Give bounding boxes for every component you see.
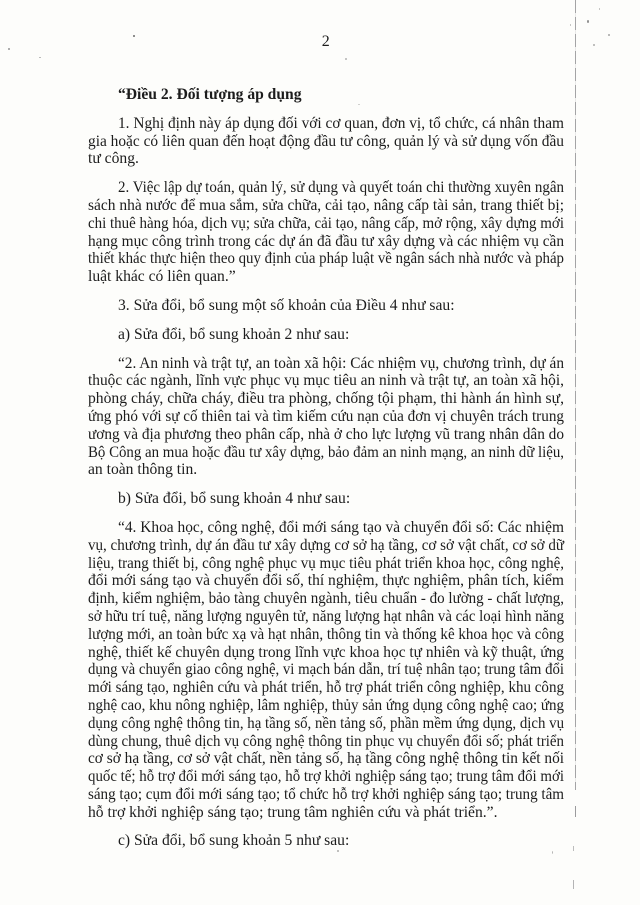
scan-tick-artifact bbox=[573, 880, 574, 889]
page-number: 2 bbox=[321, 33, 331, 50]
text-line: “4. Khoa học, công nghệ, đổi mới sáng tạo và chuyển đổi số: Các nhiệm bbox=[118, 518, 564, 536]
clause-3 bbox=[88, 297, 564, 315]
scan-speckle bbox=[570, 24, 571, 26]
text-line: tư công. bbox=[88, 150, 139, 168]
scan-speckle bbox=[8, 48, 10, 50]
text-line: ứng phó với sự cố thiên tai và tìm kiếm cứu nạn của đơn vị chuyên trách trung bbox=[88, 407, 564, 425]
text-line: phòng cháy, chữa cháy, điều tra phòng, chống tội phạm, thi hành án hình sự, bbox=[88, 390, 564, 408]
scan-speckle bbox=[133, 35, 135, 37]
scan-tick-artifact bbox=[575, 806, 576, 817]
text-line: luật khác có liên quan.” bbox=[88, 268, 236, 286]
clause-1 bbox=[88, 115, 564, 168]
scan-speckle bbox=[39, 57, 41, 58]
text-line: 1. Nghị định này áp dụng đối với cơ quan, đơn vị, tổ chức, cá nhân tham bbox=[118, 114, 564, 132]
text-line: định, kiểm nghiệm, bảo tàng chuyên ngành, tiêu chuẩn - đo lường - chất lượng, bbox=[88, 590, 564, 608]
text-line: dụng và chuyển giao công nghệ, vi mạch bán dẫn, trí tuệ nhân tạo; trung tâm đổi bbox=[88, 661, 564, 679]
text-line: hạng mục công trình trong các dự án đã đầu tư xây dựng và các nhiệm vụ cần bbox=[88, 232, 564, 250]
scan-speckle bbox=[345, 58, 347, 60]
scan-speckle bbox=[593, 44, 595, 46]
text-line: nghệ, thiết kế chuyên dụng trong lĩnh vực khoa học tự nhiên và kỹ thuật, ứng bbox=[88, 643, 564, 661]
text-line: thuộc các ngành, lĩnh vực phục vụ mục tiêu an ninh và trật tự, an toàn xã hội, bbox=[88, 372, 564, 390]
text-line: ương và địa phương theo phân cấp, nhà ở cho lực lượng vũ trang nhân dân do bbox=[88, 425, 564, 443]
scan-speckle bbox=[587, 20, 589, 23]
text-line: sở hữu trí tuệ, năng lượng nguyên tử, năng lượng hạt nhân và các loại hình năng bbox=[88, 607, 564, 625]
text-line: dùng chung, thuê dịch vụ công nghệ thông tin phục vụ chuyển đổi số; phát triển bbox=[88, 732, 564, 750]
point-a bbox=[88, 326, 564, 344]
text-line: c) Sửa đổi, bổ sung khoản 5 như sau: bbox=[118, 832, 350, 850]
scan-speckle bbox=[599, 8, 600, 10]
scan-speckle bbox=[608, 34, 610, 36]
text-line: nghệ cao, khu nông nghiệp, lâm nghiệp, thủy sản ứng dụng công nghệ cao; ứng bbox=[88, 696, 564, 714]
scan-tick-artifact bbox=[573, 846, 574, 851]
text-line: đổi mới sáng tạo và chuyển đổi số, thí nghiệm, thực nghiệm, phân tích, kiểm bbox=[88, 572, 564, 590]
text-line: 3. Sửa đổi, bổ sung một số khoản của Điều 4 như sau: bbox=[118, 296, 455, 314]
text-line: thiết khác thực hiện theo quy định của pháp luật về ngân sách nhà nước và pháp bbox=[88, 250, 564, 268]
text-line: sách nhà nước để mua sắm, sửa chữa, cải tạo, nâng cấp tài sản, trang thiết bị; bbox=[88, 196, 564, 214]
text-line: an toàn thông tin. bbox=[88, 461, 198, 479]
quoted-khoan-4 bbox=[88, 519, 564, 822]
scan-speckle bbox=[337, 850, 339, 852]
text-line: chi thuê hàng hóa, dịch vụ; sửa chữa, cải tạo, nâng cấp, mở rộng, xây dựng mới bbox=[88, 214, 564, 232]
quoted-khoan-2 bbox=[88, 355, 564, 480]
scan-line-artifact bbox=[575, 0, 576, 790]
text-line: sáng tạo; cụm đổi mới sáng tạo; tổ chức hỗ trợ khởi nghiệp sáng tạo; trung tâm bbox=[88, 785, 564, 803]
text-line: “Điều 2. Đối tượng áp dụng bbox=[118, 86, 302, 103]
text-line: cơ sở hạ tầng, cơ sở vật chất, nền tảng số, hạ tầng công nghệ thông tin kết nối bbox=[88, 750, 564, 768]
text-line: Bộ Công an mua hoặc đầu tư xây dựng, bảo đảm an ninh mạng, an ninh dữ liệu, bbox=[88, 443, 564, 461]
scan-speckle bbox=[358, 104, 360, 105]
text-line: mới sáng tạo, nghiên cứu và phát triển, hỗ trợ phát triển công nghiệp, khu công bbox=[88, 679, 564, 697]
text-line: lượng mới, an toàn bức xạ và hạt nhân, thông tin và thống kê khoa học và công bbox=[88, 625, 564, 643]
text-line: a) Sửa đổi, bổ sung khoản 2 như sau: bbox=[118, 325, 350, 343]
text-line: “2. An ninh và trật tự, an toàn xã hội: Các nhiệm vụ, chương trình, dự án bbox=[118, 354, 564, 372]
text-line: vụ, chương trình, dự án đầu tư xây dựng cơ sở hạ tầng, cơ sở vật chất, cơ sở dữ bbox=[88, 536, 564, 554]
text-line: dụng công nghệ thông tin, hạ tầng số, nền tảng số, phần mềm ứng dụng, dịch vụ bbox=[88, 714, 564, 732]
text-line: b) Sửa đổi, bổ sung khoản 4 như sau: bbox=[118, 490, 351, 508]
text-line: quốc tế; hỗ trợ đổi mới sáng tạo, hỗ trợ khởi nghiệp sáng tạo; trung tâm đổi mới bbox=[88, 768, 564, 786]
point-c bbox=[88, 832, 564, 850]
scan-speckle bbox=[552, 851, 553, 854]
text-line: liệu, trang thiết bị, công nghệ phục vụ mục tiêu phát triển khoa học, công nghệ, bbox=[88, 554, 564, 572]
text-line: gia hoặc có liên quan đến hoạt động đầu tư công, quản lý và sử dụng vốn đầu bbox=[88, 132, 564, 150]
document-body bbox=[88, 86, 564, 850]
text-line: 2. Việc lập dự toán, quản lý, sử dụng và quyết toán chi thường xuyên ngân bbox=[118, 179, 564, 197]
clause-2 bbox=[88, 179, 564, 286]
text-line: hỗ trợ khởi nghiệp sáng tạo; trung tâm nghiên cứu và phát triển.”. bbox=[88, 803, 498, 821]
article-heading bbox=[88, 86, 564, 104]
point-b bbox=[88, 490, 564, 508]
